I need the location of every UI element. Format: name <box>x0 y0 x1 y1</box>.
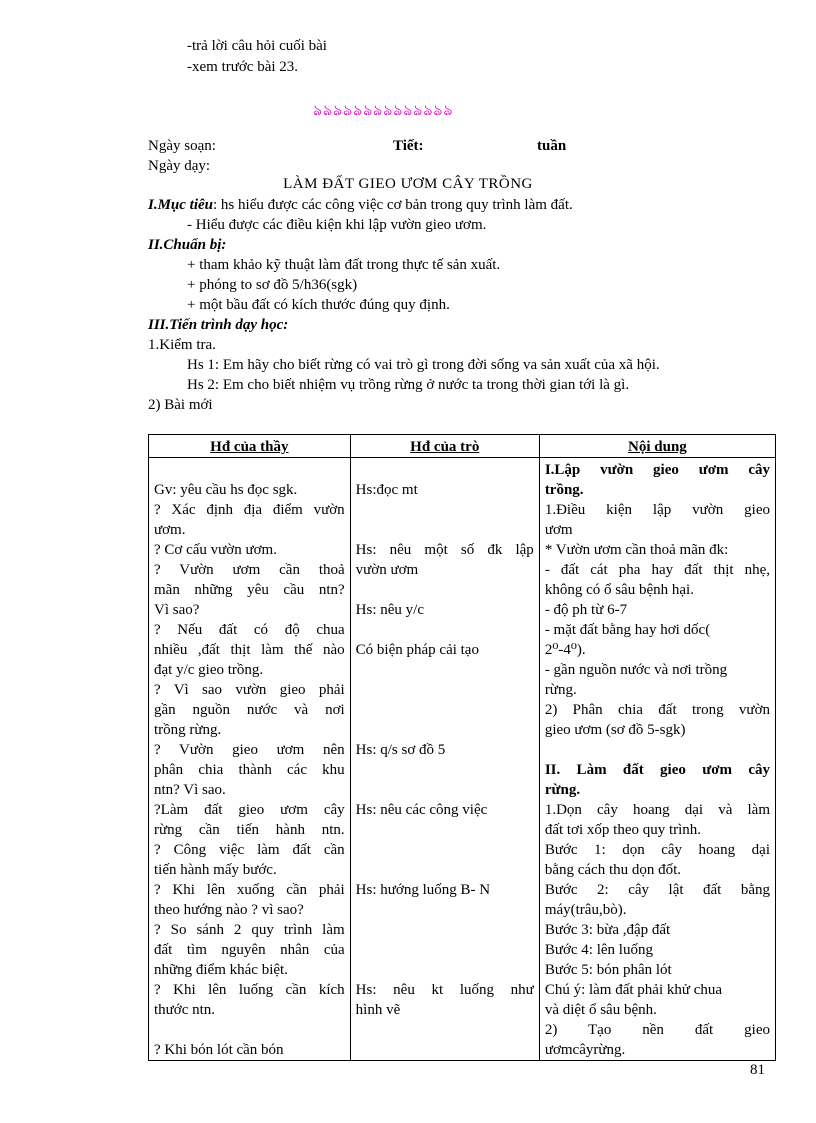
col1-line: thước ntn. <box>154 1002 216 1018</box>
ngay-soan-label: Ngày soạn: <box>148 138 216 154</box>
ngay-day-label: Ngày dạy: <box>148 158 211 174</box>
tiet-label: Tiết: <box>393 138 424 154</box>
col3-line: trồng. <box>544 482 584 498</box>
chuan-bi-item-1: + tham khảo kỹ thuật làm đất trong thực tế sản xuất. <box>187 257 501 273</box>
col1-line: những điểm khác biệt. <box>154 962 288 978</box>
col1-line: ? Vườn ươm cần thoả <box>154 562 345 578</box>
col3-line: Chú ý: làm đất phải khử chua <box>544 982 723 998</box>
col3-line: 1.Dọn cây hoang dại và làm <box>544 802 770 818</box>
col2-line <box>356 940 534 960</box>
col3-line: bằng cách thu dọn đốt. <box>544 862 682 878</box>
lesson-title: LÀM ĐẤT GIEO ƯƠM CÂY TRỒNG <box>283 176 533 192</box>
col2-line <box>356 760 534 780</box>
tuan-label: tuần <box>537 138 567 154</box>
col1-line: theo hướng nào ? vì sao? <box>154 902 304 918</box>
col3-line: 2) Phân chia đất trong vườn <box>544 702 770 718</box>
col1-line: gần nguồn nước và nơi <box>154 702 345 718</box>
col1-line: ? Vườn gieo ươm nên <box>154 742 345 758</box>
col1-line: ? Công việc làm đất cần <box>154 842 345 858</box>
header-content: Nội dung <box>539 435 775 458</box>
col2-line <box>356 700 534 720</box>
col1-line: ươm. <box>154 522 186 538</box>
col1-line: ?Làm đất gieo ươm cây <box>154 802 345 818</box>
kiem-tra-label: 1.Kiểm tra. <box>148 337 216 353</box>
question-hs1: Hs 1: Em hãy cho biết rừng có vai trò gì trong đời sống va sản xuất của xã hội. <box>187 357 660 373</box>
col3-line: - độ ph từ 6-7 <box>544 602 628 618</box>
col3-line: I.Lập vườn gieo ươm cây <box>544 462 770 478</box>
col2-line: hình vẽ <box>355 1002 401 1018</box>
col3-line: 1.Điều kiện lập vườn gieo <box>544 502 770 518</box>
col1-line <box>154 1020 345 1040</box>
col3-line: Bước 5: bón phân lót <box>544 962 672 978</box>
col2-line: vườn ươm <box>355 562 419 578</box>
decorative-divider: ঌঌঌঌঌঌঌঌঌঌঌঌঌঌ <box>313 103 454 119</box>
col2-line <box>356 580 534 600</box>
question-hs2: Hs 2: Em cho biết nhiệm vụ trồng rừng ở nước ta trong thời gian tới là gì. <box>187 377 630 393</box>
col3-line: Bước 4: lên luống <box>544 942 653 958</box>
student-activity-cell <box>350 458 539 1061</box>
muc-tieu-text: : hs hiểu được các công việc cơ bản trong quy trình làm đất. <box>213 197 573 213</box>
col2-line <box>356 960 534 980</box>
col3-line: ươmcâyrừng. <box>544 1042 626 1058</box>
col1-line: ? Khi bón lót cần bón <box>154 1042 284 1058</box>
col2-line <box>356 680 534 700</box>
table-header-row <box>149 435 776 458</box>
col1-line: Gv: yêu cầu hs đọc sgk. <box>154 482 298 498</box>
col1-line: Vì sao? <box>154 602 200 618</box>
table-body-row <box>149 458 776 1061</box>
col3-line: rừng. <box>544 682 577 698</box>
col2-line: Hs: nêu một số đk lập <box>355 542 534 558</box>
col2-line <box>356 920 534 940</box>
col2-line <box>356 460 534 480</box>
teacher-activity-cell <box>149 458 351 1061</box>
col1-line: phân chia thành các khu <box>154 762 345 778</box>
col1-line: ? Vì sao vườn gieo phải <box>154 682 345 698</box>
col1-line: ntn? Vì sao. <box>154 782 226 798</box>
col2-line: Hs: nêu y/c <box>355 602 424 618</box>
col3-line: gieo ươm (sơ đồ 5-sgk) <box>544 722 686 738</box>
col1-line: ? Khi lên xuống cần phải <box>154 882 345 898</box>
col3-line: 2⁰-4⁰). <box>544 642 586 658</box>
col1-line: tiến hành mấy bước. <box>154 862 277 878</box>
header-student-activity: Hđ của trò <box>350 435 539 458</box>
content-cell <box>539 458 775 1061</box>
col2-line <box>356 660 534 680</box>
chuan-bi-item-3: + một bầu đất có kích thước đúng quy định. <box>187 297 450 313</box>
col2-line: Hs: nêu kt luống như <box>355 982 534 998</box>
chuan-bi-item-2: + phóng to sơ đồ 5/h36(sgk) <box>187 277 358 293</box>
bai-moi-label: 2) Bài mới <box>148 397 213 413</box>
col3-line: 2) Tạo nền đất gieo <box>544 1022 770 1038</box>
col2-line <box>356 500 534 520</box>
col2-line <box>356 820 534 840</box>
col1-line: ? Cơ cấu vườn ươm. <box>154 542 277 558</box>
tien-trinh-heading: III.Tiến trình dạy học: <box>148 317 289 333</box>
col1-line: trồng rừng. <box>154 722 222 738</box>
chuan-bi-heading: II.Chuẩn bị: <box>148 237 227 253</box>
col3-line: máy(trâu,bò). <box>544 902 627 918</box>
col3-line: Bước 2: cây lật đất bằng <box>544 882 770 898</box>
homework-line-2: -xem trước bài 23. <box>187 59 299 75</box>
muc-tieu-line <box>148 197 573 214</box>
col3-line: ươm <box>544 522 573 538</box>
col1-line: ? Nếu đất có độ chua <box>154 622 345 638</box>
col2-line: Hs:đọc mt <box>355 482 418 498</box>
col3-line: không có ổ sâu bệnh hại. <box>544 582 694 598</box>
col1-line: ? So sánh 2 quy trình làm <box>154 922 345 938</box>
col1-line: ? Khi lên luống cần kích <box>154 982 345 998</box>
col3-line: * Vườn ươm cần thoả mãn đk: <box>544 542 729 558</box>
col3-line: rừng. <box>544 782 581 798</box>
col1-line: ? Xác định địa điểm vườn <box>154 502 345 518</box>
col2-line <box>356 900 534 920</box>
col3-line: đất tơi xốp theo quy trình. <box>544 822 702 838</box>
col3-line <box>545 740 770 760</box>
col2-line <box>356 520 534 540</box>
col2-line <box>356 1020 534 1040</box>
col2-line <box>356 620 534 640</box>
col2-line: Hs: q/s sơ đồ 5 <box>355 742 446 758</box>
col3-line: và diệt ổ sâu bệnh. <box>544 1002 657 1018</box>
col2-line <box>356 840 534 860</box>
col3-line: - mặt đất bằng hay hơi dốc( <box>544 622 711 638</box>
lesson-activity-table <box>148 434 776 1061</box>
col3-line: Bước 1: dọn cây hoang dại <box>544 842 770 858</box>
col2-line: Có biện pháp cải tạo <box>355 642 479 658</box>
col1-line: mãn những yêu cầu ntn? <box>154 582 345 598</box>
col2-line <box>356 720 534 740</box>
col2-line: Hs: nêu các công việc <box>355 802 488 818</box>
muc-tieu-heading: I.Mục tiêu <box>148 197 214 213</box>
col1-line: đất tìm nguyên nhân của <box>154 942 345 958</box>
col1-line <box>154 460 345 480</box>
col3-line: Bước 3: bừa ,đập đất <box>544 922 671 938</box>
col3-line: II. Làm đất gieo ươm cây <box>544 762 770 778</box>
header-teacher-activity: Hđ của thầy <box>149 435 351 458</box>
col3-line: - đất cát pha hay đất thịt nhẹ, <box>544 562 770 578</box>
col1-line: rừng cần tiến hành ntn. <box>154 822 345 838</box>
col2-line <box>356 1040 534 1060</box>
homework-line-1: -trả lời câu hỏi cuối bài <box>187 38 327 54</box>
col2-line <box>356 780 534 800</box>
col1-line: đạt y/c gieo trồng. <box>154 662 264 678</box>
muc-tieu-line-2: - Hiểu được các điều kiện khi lập vườn gieo ươm. <box>187 217 487 233</box>
page-number: 81 <box>750 1062 765 1078</box>
col1-line: nhiều ,đất thịt làm thế nào <box>154 642 345 658</box>
col3-line: - gần nguồn nước và nơi trồng <box>544 662 728 678</box>
col2-line: Hs: hướng luống B- N <box>355 882 491 898</box>
col2-line <box>356 860 534 880</box>
